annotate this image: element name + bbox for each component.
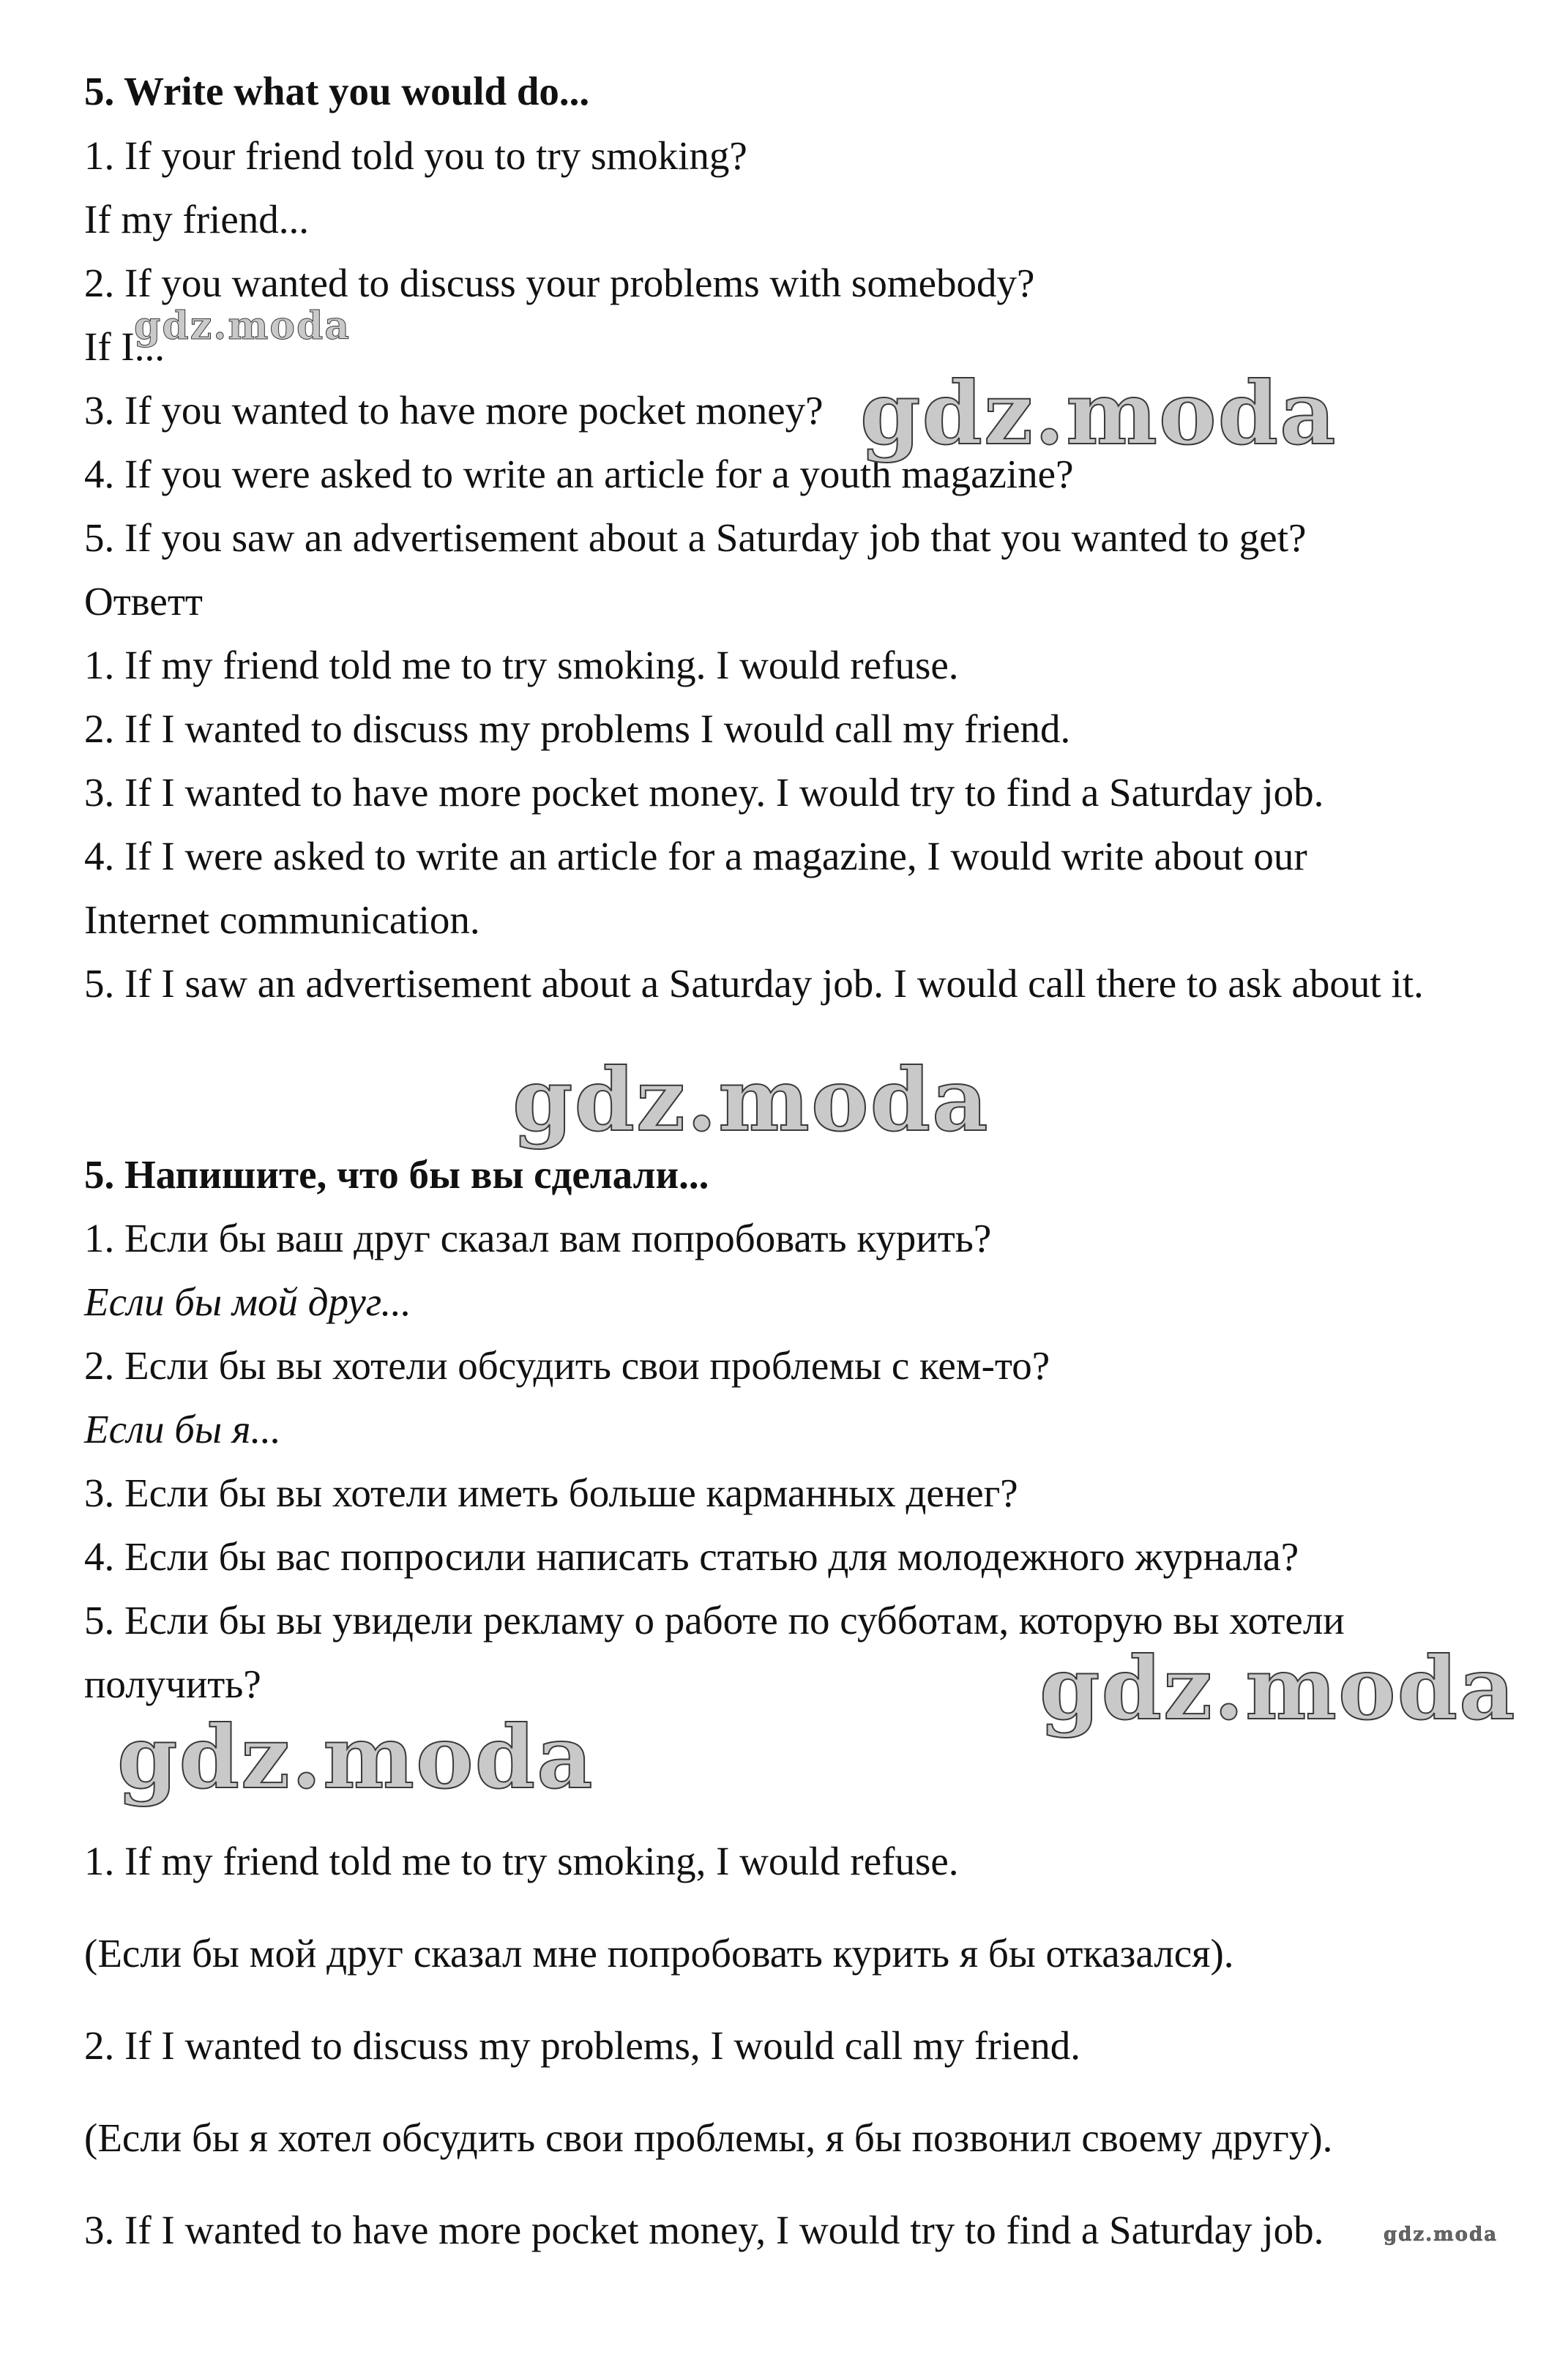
question-5-en: 5. If you saw an advertisement about a Saturday job that you wanted to get?	[84, 515, 1307, 560]
translation-2: (Если бы я хотел обсудить свои проблемы, я бы позвонил своему другу).	[84, 2115, 1333, 2160]
hint-2-ru: Если бы я...	[84, 1407, 281, 1451]
question-5-ru-line-2: получить?	[84, 1662, 261, 1706]
watermark-large-2: gdz.moda	[512, 1049, 990, 1151]
watermark-large-3: gdz.moda	[1039, 1637, 1517, 1739]
answer-3-en: 3. If I wanted to have more pocket money. I would try to find a Saturday job.	[84, 770, 1324, 815]
answer-label: Ответт	[84, 579, 203, 624]
hint-1-en: If my friend...	[84, 197, 309, 242]
watermark-tiny: gdz.moda	[1384, 2224, 1498, 2246]
answer-2-translated: 2. If I wanted to discuss my problems, I would call my friend.	[84, 2023, 1080, 2068]
question-2-ru: 2. Если бы вы хотели обсудить свои проблемы с кем-то?	[84, 1343, 1050, 1388]
watermark-small: gdz.moda	[134, 304, 351, 348]
answer-5-en: 5. If I saw an advertisement about a Saturday job. I would call there to ask about it.	[84, 961, 1424, 1006]
answer-2-en: 2. If I wanted to discuss my problems I would call my friend.	[84, 706, 1071, 751]
question-5-ru-line-1: 5. Если бы вы увидели рекламу о работе по субботам, которую вы хотели	[84, 1598, 1345, 1643]
translation-1: (Если бы мой друг сказал мне попробовать курить я бы отказался).	[84, 1931, 1234, 1976]
question-3-en: 3. If you wanted to have more pocket money?	[84, 388, 824, 433]
answer-4-en-line-1: 4. If I were asked to write an article for a magazine, I would write about our	[84, 834, 1307, 878]
question-4-ru: 4. Если бы вас попросили написать статью для молодежного журнала?	[84, 1534, 1299, 1579]
question-4-en: 4. If you were asked to write an article for a youth magazine?	[84, 452, 1074, 496]
answer-4-en-line-2: Internet communication.	[84, 897, 480, 942]
watermark-large-4: gdz.moda	[117, 1706, 594, 1808]
watermark-large-1: gdz.moda	[860, 362, 1337, 464]
question-1-ru: 1. Если бы ваш друг сказал вам попробовать курить?	[84, 1216, 992, 1260]
task-heading-ru: 5. Напишите, что бы вы сделали...	[84, 1152, 709, 1197]
hint-2-en: If I...	[84, 324, 165, 369]
question-2-en: 2. If you wanted to discuss your problems with somebody?	[84, 261, 1035, 305]
answer-1-translated: 1. If my friend told me to try smoking, I would refuse.	[84, 1839, 959, 1883]
question-3-ru: 3. Если бы вы хотели иметь больше карманных денег?	[84, 1471, 1018, 1515]
task-heading-en: 5. Write what you would do...	[84, 69, 590, 113]
hint-1-ru: Если бы мой друг...	[84, 1279, 411, 1324]
answer-1-en: 1. If my friend told me to try smoking. I would refuse.	[84, 643, 959, 687]
question-1-en: 1. If your friend told you to try smoking?	[84, 133, 747, 178]
answer-3-translated: 3. If I wanted to have more pocket money, I would try to find a Saturday job.	[84, 2208, 1324, 2252]
